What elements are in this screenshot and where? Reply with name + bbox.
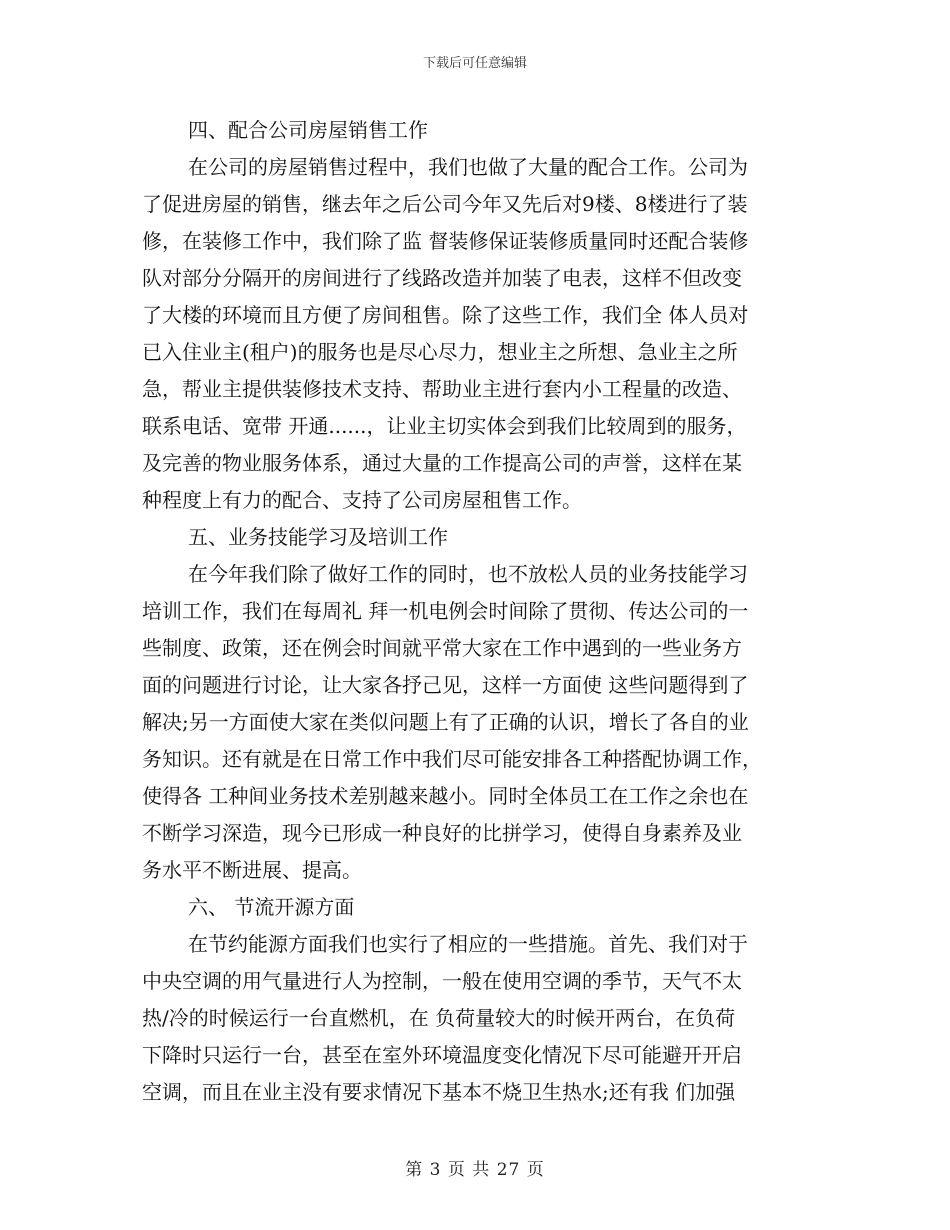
page-header: 下载后可任意编辑: [422, 56, 527, 71]
paragraph-line: 已入住业主(租户)的服务也是尽心尽力，想业主之所想、急业主之所: [142, 340, 738, 364]
paragraph-line: 解决;另一方面使大家在类似问题上有了正确的认识，增长了各自的业: [142, 710, 749, 734]
paragraph-line: 空调，而且在业主没有要求情况下基本不烧卫生热水;还有我 们加强: [142, 1080, 736, 1104]
paragraph-line: 队对部分分隔开的房间进行了线路改造并加装了电表，这样不但改变: [142, 266, 742, 290]
paragraph-line: 种程度上有力的配合、支持了公司房屋租售工作。: [142, 488, 582, 512]
paragraph-line: 修，在装修工作中，我们除了监 督装修保证装修质量同时还配合装修: [142, 229, 749, 253]
paragraph-line: 中央空调的用气量进行人为控制，一般在使用空调的季节，天气不太: [142, 969, 742, 993]
document-body: [142, 112, 822, 1111]
paragraph-line: 面的问题进行讨论，让大家各抒己见，这样一方面使 这些问题得到了: [142, 673, 749, 697]
paragraph-line: 在公司的房屋销售过程中，我们也做了大量的配合工作。公司为: [188, 155, 748, 179]
section-heading-5: 五、业务技能学习及培训工作: [188, 525, 448, 549]
paragraph-line: 在节约能源方面我们也实行了相应的一些措施。首先、我们对于: [188, 932, 748, 956]
paragraph-line: 使得各 工种间业务技术差别越来越小。同时全体员工在工作之余也在: [142, 784, 749, 808]
section-heading-6: 六、 节流开源方面: [188, 895, 355, 919]
paragraph-line: 在今年我们除了做好工作的同时，也不放松人员的业务技能学习: [188, 562, 748, 586]
paragraph-line: 务知识。还有就是在日常工作中我们尽可能安排各工种搭配协调工作，: [142, 747, 762, 771]
page-number-footer: 第 3 页 共 27 页: [405, 1160, 545, 1180]
paragraph-line: 不断学习深造，现今已形成一种良好的比拼学习，使得自身素养及业: [142, 821, 742, 845]
paragraph-line: 些制度、政策，还在例会时间就平常大家在工作中遇到的一些业务方: [142, 636, 742, 660]
paragraph-line: 务水平不断进展、提高。: [142, 858, 362, 882]
section-heading-4: 四、配合公司房屋销售工作: [188, 118, 428, 142]
paragraph-line: 了大楼的环境而且方便了房间租售。除了这些工作，我们全 体人员对: [142, 303, 749, 327]
paragraph-line: 热/冷的时候运行一台直燃机，在 负荷量较大的时候开两台，在负荷: [142, 1006, 736, 1030]
paragraph-line: 及完善的物业服务体系，通过大量的工作提高公司的声誉，这样在某: [142, 451, 742, 475]
paragraph-line: 培训工作，我们在每周礼 拜一机电例会时间除了贯彻、传达公司的一: [142, 599, 749, 623]
paragraph-line: 联系电话、宽带 开通......，让业主切实体会到我们比较周到的服务，: [142, 414, 747, 438]
paragraph-line: 急，帮业主提供装修技术支持、帮助业主进行套内小工程量的改造、: [142, 377, 742, 401]
paragraph-line: 下降时只运行一台，甚至在室外环境温度变化情况下尽可能避开开启: [142, 1043, 742, 1067]
paragraph-line: 了促进房屋的销售，继去年之后公司今年又先后对9楼、8楼进行了装: [142, 192, 748, 216]
